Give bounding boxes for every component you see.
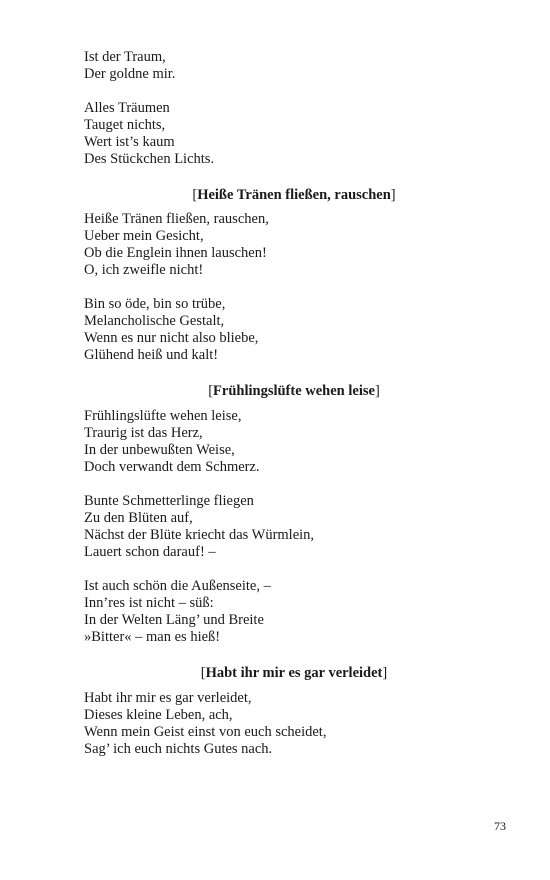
verse-line: Bin so öde, bin so trübe,: [84, 296, 226, 312]
verse-line: Alles Träumen: [84, 100, 170, 116]
bracket-open: [: [192, 187, 198, 203]
verse-line: Ist auch schön die Außenseite, –: [84, 578, 271, 594]
stanza: [84, 211, 504, 279]
verse-line: Wenn mein Geist einst von euch scheidet,: [84, 724, 327, 740]
verse-line: Dieses kleine Leben, ach,: [84, 707, 233, 723]
verse-line: »Bitter« – man es hieß!: [84, 629, 221, 645]
verse-line: Wert ist’s kaum: [84, 134, 175, 150]
poem-title: [84, 383, 504, 400]
bracket-close: ]: [382, 665, 388, 681]
verse-line: In der Welten Läng’ und Breite: [84, 612, 264, 628]
bracket-close: ]: [390, 187, 396, 203]
stanza: [84, 49, 504, 83]
verse-line: Ueber mein Gesicht,: [84, 228, 204, 244]
verse-line: Doch verwandt dem Schmerz.: [84, 459, 260, 475]
stanza: [84, 578, 504, 646]
verse-line: Ob die Englein ihnen lauschen!: [84, 245, 267, 261]
page-text: [84, 49, 504, 758]
verse-line: Ist der Traum,: [84, 49, 166, 65]
poem-title: [84, 187, 504, 204]
verse-line: Wenn es nur nicht also bliebe,: [84, 330, 259, 346]
poem-title-text: Heiße Tränen fließen, rauschen: [197, 187, 391, 203]
verse-line: Habt ihr mir es gar verleidet,: [84, 690, 252, 706]
verse-line: Des Stückchen Lichts.: [84, 151, 215, 167]
verse-line: Lauert schon darauf! –: [84, 544, 216, 560]
verse-line: Zu den Blüten auf,: [84, 510, 193, 526]
verse-line: Glühend heiß und kalt!: [84, 347, 219, 363]
bracket-open: [: [208, 383, 214, 399]
bracket-close: ]: [374, 383, 380, 399]
stanza: [84, 100, 504, 168]
verse-line: Traurig ist das Herz,: [84, 425, 203, 441]
verse-line: In der unbewußten Weise,: [84, 442, 235, 458]
stanza: [84, 493, 504, 561]
poem-title-text: Habt ihr mir es gar verleidet: [205, 665, 383, 681]
verse-line: Heiße Tränen fließen, rauschen,: [84, 211, 269, 227]
verse-line: Sag’ ich euch nichts Gutes nach.: [84, 741, 273, 757]
verse-line: Bunte Schmetterlinge fliegen: [84, 493, 254, 509]
poem-title: [84, 665, 504, 682]
verse-line: Frühlingslüfte wehen leise,: [84, 408, 242, 424]
page-number: 73: [494, 819, 506, 833]
verse-line: Nächst der Blüte kriecht das Würmlein,: [84, 527, 315, 543]
bracket-open: [: [200, 665, 206, 681]
verse-line: Inn’res ist nicht – süß:: [84, 595, 214, 611]
verse-line: O, ich zweifle nicht!: [84, 262, 204, 278]
verse-line: Tauget nichts,: [84, 117, 166, 133]
stanza: [84, 690, 504, 758]
stanza: [84, 408, 504, 476]
verse-line: Der goldne mir.: [84, 66, 176, 82]
verse-line: Melancholische Gestalt,: [84, 313, 225, 329]
stanza: [84, 296, 504, 364]
poem-title-text: Frühlingslüfte wehen leise: [213, 383, 375, 399]
